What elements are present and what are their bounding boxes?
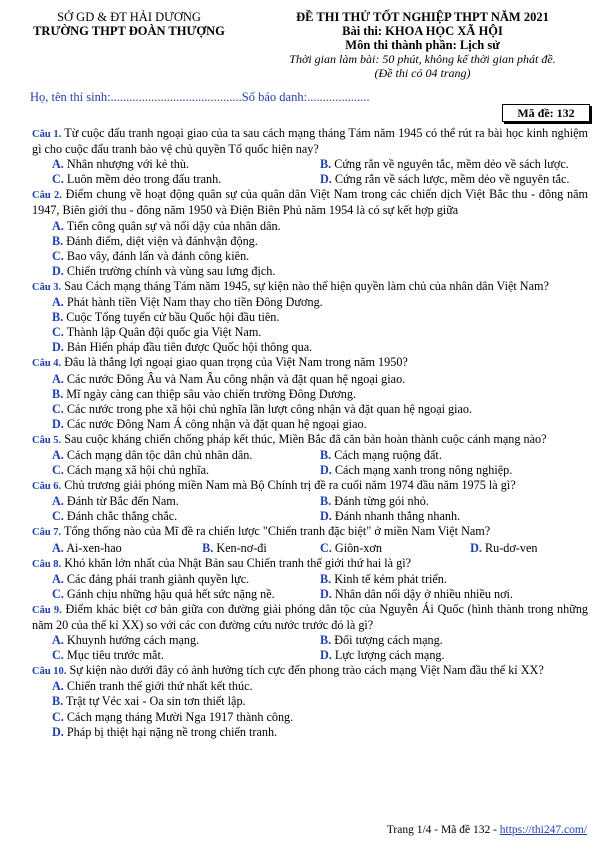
department-name: SỞ GD & ĐT HẢI DƯƠNG <box>57 10 201 24</box>
question-number: Câu 3. <box>32 281 62 293</box>
option-d: D. Pháp bị thiệt hại nặng nề trong chiến tranh. <box>52 724 278 739</box>
option-a: A. Cách mạng dân tộc dân chủ nhân dân. <box>52 447 253 462</box>
option-a: A. Các đảng phái tranh giành quyền lực. <box>52 571 250 586</box>
question-text: Chủ trương giải phóng miền Nam mà Bộ Chính trị đề ra cuối năm 1974 đầu năm 1975 là gì? <box>64 478 516 493</box>
option-c: C. Thành lập Quân đội quốc gia Việt Nam. <box>52 325 262 340</box>
student-info-line: Họ, tên thí sinh:..........................................Số báo danh:.................... <box>30 90 370 104</box>
exam-time: Thời gian làm bài: 50 phút, không kể thời gian phát đề. <box>289 52 556 66</box>
question-text: Sự kiện nào dưới đây có ảnh hưởng tích cực đến phong trào cách mạng Việt Nam đầu thế kỉ XX? <box>69 663 544 678</box>
option-c: C. Gánh chịu những hậu quả hết sức nặng nề. <box>52 586 275 601</box>
option-a: A. Chiến tranh thế giới thứ nhất kết thúc. <box>52 679 253 694</box>
option-b: B. Trật tự Véc xai - Oa sin tơn thiết lập. <box>52 694 246 709</box>
option-c: C. Cách mạng xã hội chủ nghĩa. <box>52 463 210 478</box>
question-10 <box>32 663 588 739</box>
option-a: A. Phát hành tiền Việt Nam thay cho tiền Đông Dương. <box>52 295 323 310</box>
question-8 <box>32 556 588 602</box>
option-a: A. Các nước Đông Âu và Nam Âu công nhận và đặt quan hệ ngoại giao. <box>52 371 406 386</box>
question-text: Khó khăn lớn nhất của Nhật Bản sau Chiến tranh thế giới thứ hai là gì? <box>64 555 412 570</box>
question-list <box>32 126 588 740</box>
question-number: Câu 1. <box>32 129 62 140</box>
page-footer <box>387 824 587 836</box>
question-text: Điểm chung về hoạt động quân sự của quân dân Việt Nam trong các chiến dịch Việt Bắc thu - đông năm 1947, Biên giới thu - đông năm 1950 và Điện Biên Phủ năm 1954 là có sự kết hợp giữa <box>32 187 588 218</box>
option-a: A. Nhân nhượng với kẻ thù. <box>52 157 189 172</box>
exam-code-box: Mã đề: 132 <box>502 104 590 122</box>
option-c: C. Giôn-xơn <box>319 540 382 555</box>
option-d: D. Đánh nhanh thắng nhanh. <box>320 509 461 524</box>
question-text: Đâu là thắng lợi ngoại giao quan trọng của Việt Nam trong năm 1950? <box>64 355 408 370</box>
question-1 <box>32 126 588 187</box>
question-number: Câu 5. <box>32 434 62 446</box>
exam-title: ĐỀ THI THỬ TỐT NGHIỆP THPT NĂM 2021 <box>296 10 549 24</box>
exam-header <box>0 6 605 96</box>
option-a: A. Ai-xen-hao <box>52 540 122 555</box>
question-text: Sau Cách mạng tháng Tám năm 1945, sự kiện nào thể hiện quyền làm chủ của nhân dân Việt Nam? <box>64 278 549 293</box>
option-d: D. Bản Hiến pháp đầu tiên được Quốc hội thông qua. <box>52 340 313 355</box>
question-7 <box>32 524 588 555</box>
option-b: B. Đối tượng cách mạng. <box>320 633 443 648</box>
exam-subject: Bài thi: KHOA HỌC XÃ HỘI <box>342 24 503 38</box>
question-5 <box>32 432 588 478</box>
option-d: D. Nhân dân nổi dậy ở nhiều nhiều nơi. <box>320 586 513 601</box>
option-a: A. Tiến công quân sự và nổi dậy của nhân dân. <box>52 218 281 233</box>
option-c: C. Bao vây, đánh lấn và đánh công kiên. <box>52 248 250 263</box>
option-d: D. Chiến trường chính và vùng sau lưng địch. <box>52 263 276 278</box>
option-b: B. Cách mạng ruộng đất. <box>320 447 442 462</box>
option-d: D. Cách mạng xanh trong nông nghiệp. <box>320 463 513 478</box>
question-text: Từ cuộc đấu tranh ngoại giao của ta sau cách mạng tháng Tám năm 1945 có thể rút ra bài học kinh nghiệm gì cho cuộc đấu tranh bảo vệ chủ quyền Tổ quốc hiện nay? <box>32 126 588 157</box>
header-left <box>14 10 244 38</box>
option-d: D. Lực lượng cách mạng. <box>320 648 445 663</box>
option-d: D. Các nước Đông Nam Á công nhận và đặt quan hệ ngoại giao. <box>52 416 367 431</box>
question-9 <box>32 602 588 663</box>
option-d: D. Ru-dơ-ven <box>470 540 538 555</box>
question-number: Câu 7. <box>32 527 62 539</box>
option-a: A. Đánh từ Bắc đến Nam. <box>52 494 179 509</box>
question-6 <box>32 478 588 524</box>
question-number: Câu 9. <box>32 604 62 616</box>
option-b: B. Cứng rắn về nguyên tắc, mềm dẻo về sách lược. <box>320 157 569 172</box>
option-c: C. Mục tiêu trước mắt. <box>52 648 164 663</box>
header-right <box>250 10 595 80</box>
question-4 <box>32 355 588 431</box>
exam-pages: (Đề thi có 04 trang) <box>374 66 471 80</box>
option-b: B. Đánh điểm, diệt viện và đánhvận động. <box>52 233 258 248</box>
school-name: TRƯỜNG THPT ĐOÀN THƯỢNG <box>33 24 225 38</box>
question-number: Câu 10. <box>32 666 67 678</box>
option-c: C. Luôn mềm dẻo trong đấu tranh. <box>52 172 222 187</box>
option-b: B. Mĩ ngày càng can thiệp sâu vào chiến trường Đông Dương. <box>52 386 356 401</box>
option-b: B. Đánh từng gói nhỏ. <box>320 494 429 509</box>
question-number: Câu 8. <box>32 558 62 570</box>
footer-text: Trang 1/4 - Mã đề 132 - <box>386 824 500 836</box>
option-a: A. Khuynh hướng cách mạng. <box>52 633 200 648</box>
question-2 <box>32 187 588 279</box>
option-d: D. Cứng rắn về sách lược, mềm dẻo về nguyên tắc. <box>320 172 570 187</box>
option-b: B. Cuộc Tổng tuyển cử bầu Quốc hội đầu tiên. <box>52 310 280 325</box>
question-text: Tổng thống nào của Mĩ đề ra chiến lược "Chiến tranh đặc biệt" ở miền Nam Việt Nam? <box>64 524 491 539</box>
footer-link[interactable]: https://thi247.com/ <box>499 824 587 836</box>
option-c: C. Các nước trong phe xã hội chủ nghĩa lần lượt công nhận và đặt quan hệ ngoại giao. <box>52 401 473 416</box>
question-text: Sau cuộc kháng chiến chống pháp kết thúc, Miền Bắc đã căn bản hoàn thành cuộc cánh mạng nào? <box>64 431 547 446</box>
option-c: C. Đánh chắc thắng chắc. <box>52 509 178 524</box>
option-c: C. Cách mạng tháng Mười Nga 1917 thành công. <box>52 709 294 724</box>
exam-component: Môn thi thành phần: Lịch sử <box>345 38 500 52</box>
option-b: B. Ken-nơ-đi <box>202 540 267 555</box>
question-text: Điểm khác biệt cơ bản giữa con đường giải phóng dân tộc của Nguyễn Ái Quốc (hình thành trong những năm 20 của thế kỉ XX) so với các con đường cứu nước trước đó là gì? <box>32 601 589 632</box>
option-b: B. Kinh tế kém phát triển. <box>320 571 447 586</box>
question-number: Câu 4. <box>32 358 62 370</box>
question-3 <box>32 279 588 355</box>
question-number: Câu 6. <box>32 481 62 493</box>
question-number: Câu 2. <box>32 190 62 202</box>
